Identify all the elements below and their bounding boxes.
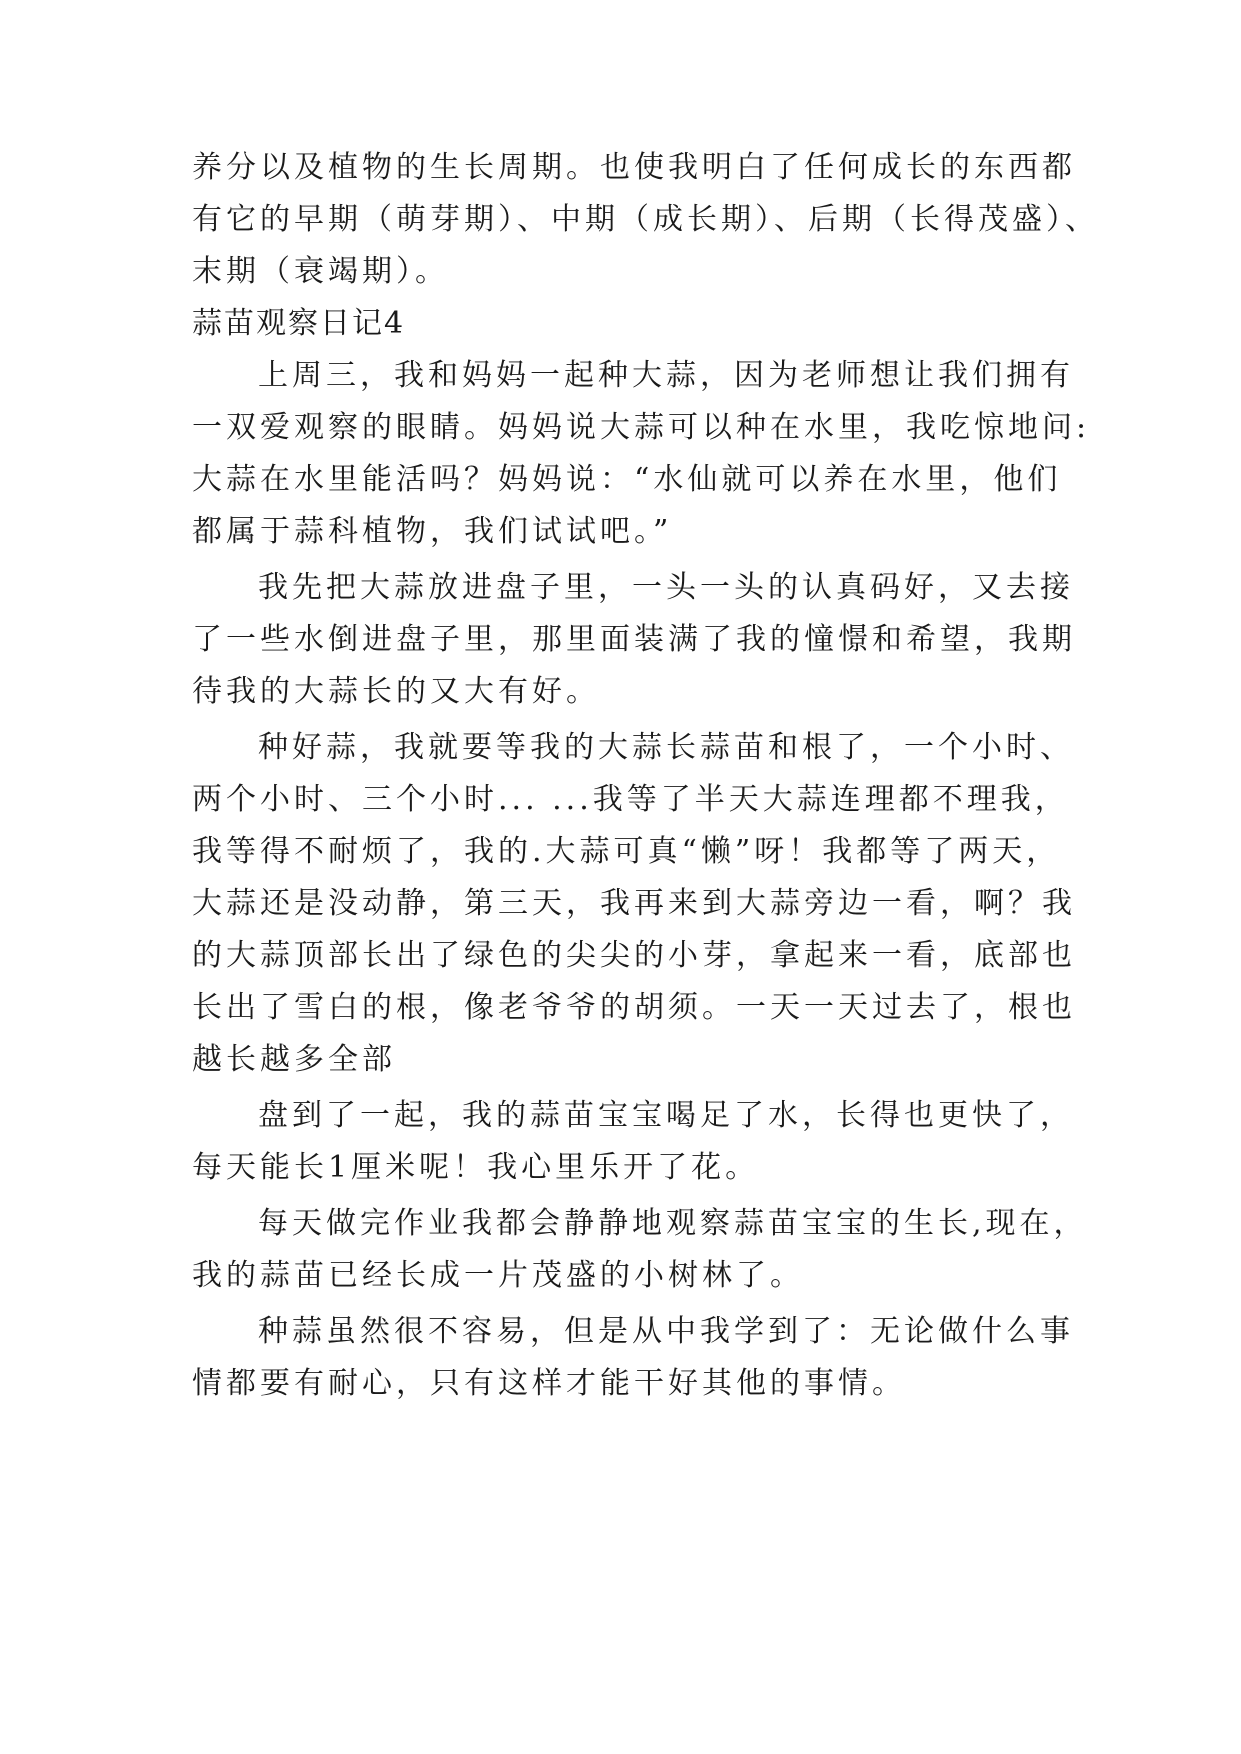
paragraph-line: 都属于蒜科植物，我们试试吧。” — [192, 514, 673, 549]
section-title: 蒜苗观察日记4 — [192, 306, 406, 341]
paragraph-line: 盘到了一起，我的蒜苗宝宝喝足了水，长得也更快了， — [258, 1098, 1074, 1133]
continuation-line: 有它的早期（萌芽期）、中期（成长期）、后期（长得茂盛）、 — [192, 202, 1099, 237]
paragraph-line: 每天做完作业我都会静静地观察蒜苗宝宝的生长,现在， — [258, 1206, 1088, 1241]
paragraph-line: 两个小时、三个小时... ...我等了半天大蒜连理都不理我， — [192, 782, 1069, 817]
paragraph-line: 我的蒜苗已经长成一片茂盛的小树林了。 — [192, 1258, 804, 1293]
paragraph-line: 待我的大蒜长的又大有好。 — [192, 674, 600, 709]
paragraph-line: 大蒜在水里能活吗？妈妈说：“水仙就可以养在水里，他们 — [192, 462, 1062, 497]
paragraph-line: 长出了雪白的根，像老爷爷的胡须。一天一天过去了，根也 — [192, 990, 1076, 1025]
paragraph-line: 情都要有耐心，只有这样才能干好其他的事情。 — [192, 1366, 906, 1401]
continuation-line: 末期（衰竭期）。 — [192, 254, 449, 289]
paragraph-line: 越长越多全部 — [192, 1042, 396, 1077]
paragraph-line: 每天能长1厘米呢！我心里乐开了花。 — [192, 1150, 760, 1185]
paragraph-line: 一双爱观察的眼睛。妈妈说大蒜可以种在水里，我吃惊地问: — [192, 410, 1091, 445]
paragraph-line: 种蒜虽然很不容易，但是从中我学到了：无论做什么事 — [258, 1314, 1074, 1349]
continuation-line: 养分以及植物的生长周期。也使我明白了任何成长的东西都 — [192, 150, 1076, 185]
paragraph-line: 上周三，我和妈妈一起种大蒜，因为老师想让我们拥有 — [258, 358, 1074, 393]
paragraph-line: 我等得不耐烦了，我的.大蒜可真“懒”呀！我都等了两天， — [192, 834, 1061, 869]
paragraph-line: 的大蒜顶部长出了绿色的尖尖的小芽，拿起来一看，底部也 — [192, 938, 1076, 973]
paragraph-line: 大蒜还是没动静，第三天，我再来到大蒜旁边一看，啊？我 — [192, 886, 1076, 921]
paragraph-line: 种好蒜，我就要等我的大蒜长蒜苗和根了，一个小时、 — [258, 730, 1074, 765]
paragraph-line: 我先把大蒜放进盘子里，一头一头的认真码好，又去接 — [258, 570, 1074, 605]
paragraph-line: 了一些水倒进盘子里，那里面装满了我的憧憬和希望，我期 — [192, 622, 1076, 657]
